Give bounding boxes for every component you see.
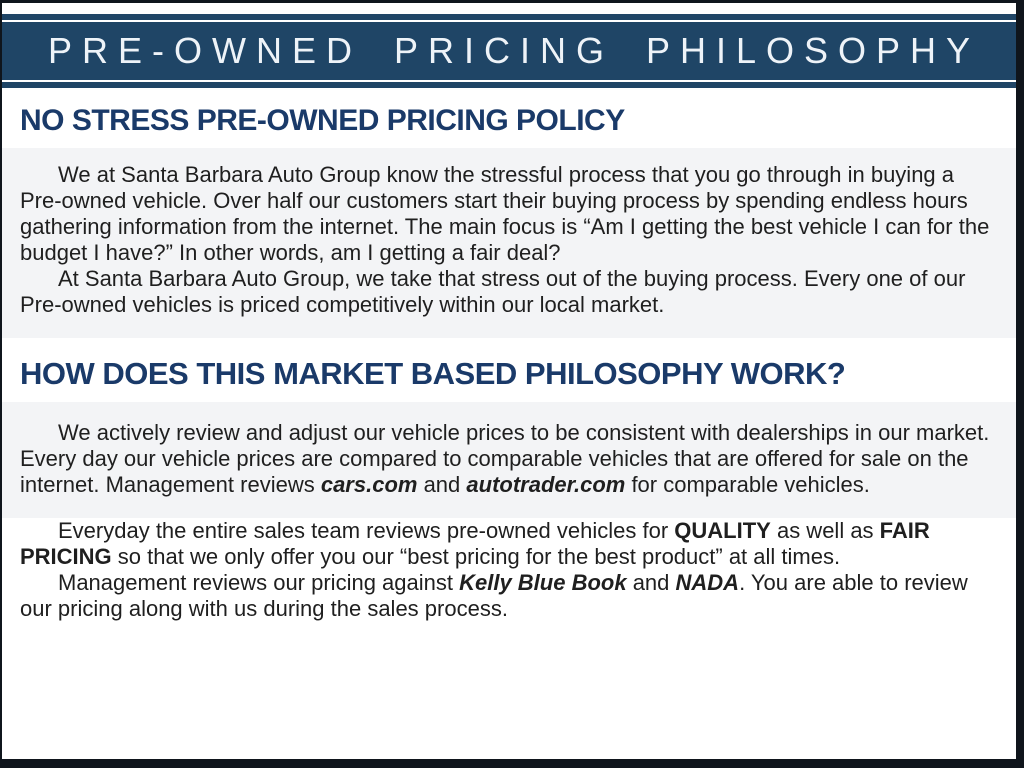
heading-no-stress-policy: NO STRESS PRE-OWNED PRICING POLICY — [2, 88, 1016, 148]
page-title: PRE-OWNED PRICING PHILOSOPHY — [47, 30, 981, 71]
paragraph-kbb-nada: Management reviews our pricing against Kelly Blue Book and NADA. You are able to review our pricing along with us during the sales process. — [20, 570, 968, 621]
heading-market-based-philosophy: HOW DOES THIS MARKET BASED PHILOSOPHY WORK? — [2, 338, 1016, 402]
paragraph-actively-review: We actively review and adjust our vehicle prices to be consistent with dealerships in our market. Every day our vehicle prices are compared to comparable vehicles that are offered for sale on the internet. Management reviews cars.com and autotrader.com for comparable vehicles. — [20, 420, 990, 497]
paragraph-stress-out: At Santa Barbara Auto Group, we take that stress out of the buying process. Every one of our Pre-owned vehicles is priced competitively within our local market. — [20, 266, 966, 317]
paragraph-sales-team-quality: Everyday the entire sales team reviews pre-owned vehicles for QUALITY as well as FAIR PRICING so that we only offer you our “best pricing for the best product” at all times. — [20, 518, 930, 569]
title-banner — [2, 14, 1016, 88]
paragraph-group-review — [2, 402, 1016, 518]
paragraph-group-intro — [2, 148, 1016, 338]
paragraph-stressful-process: We at Santa Barbara Auto Group know the stressful process that you go through in buying a Pre-owned vehicle. Over half our customers start their buying process by spending endless hours gathering information from the internet. The main focus is “Am I getting the best vehicle I can for the budget I have?” In other words, am I getting a fair deal? — [20, 162, 990, 265]
title-banner-rules — [2, 20, 1016, 82]
paragraph-group-quality — [2, 518, 1016, 622]
